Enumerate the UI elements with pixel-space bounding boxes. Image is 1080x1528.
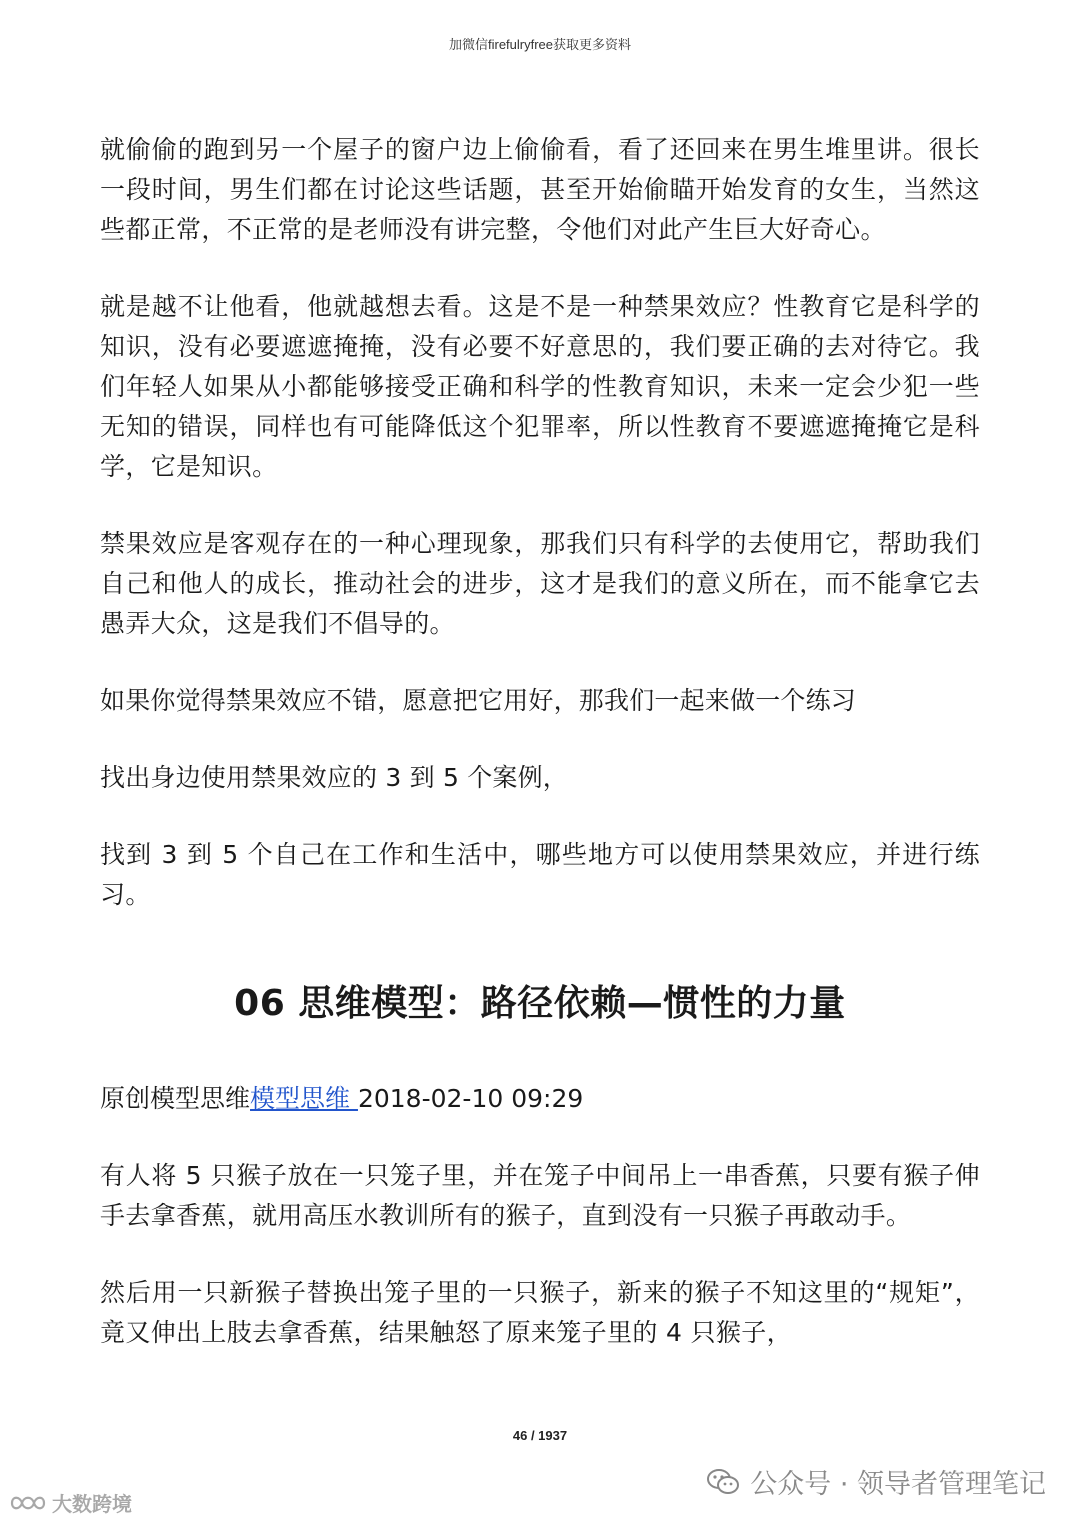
meta-category-link[interactable]: 模型思维: [250, 1084, 358, 1113]
watermark-left-text: 大数跨境: [52, 1492, 132, 1516]
watermark-right-text: 公众号 · 领导者管理笔记: [750, 1469, 1046, 1500]
paragraph-5: 找出身边使用禁果效应的 3 到 5 个案例，: [100, 763, 568, 792]
page-header: 加微信fireful​ryfree获取更多资料: [448, 37, 632, 52]
wechat-channel-icon: [8, 1491, 48, 1515]
paragraph-2: 就是越不让他看，他就越想去看。这是不是一种禁果效应？性教育它是科学的知识，没有必要遮遮掩掩，没有必要不好意思的，我们要正确的去对待它。我们年轻人如果从小都能够接受正确和科学的性教育知识，未来一定会少犯一些无知的错误，同样也有可能降低这个犯罪率，所以性教育不要遮遮掩掩它是科学，它是知识。: [100, 292, 980, 481]
paragraph-3: 禁果效应是客观存在的一种心理现象，那我们只有科学的去使用它，帮助我们自己和他人的成长，推动社会的进步，这才是我们的意义所在，而不能拿它去愚弄大众，这是我们不倡导的。: [100, 529, 980, 638]
article-meta: [100, 1079, 980, 1119]
watermark-right: [706, 1462, 1046, 1501]
paragraph-8: 然后用一只新猴子替换出笼子里的一只猴子，新来的猴子不知这里的“规矩”，竟又伸出上肢去拿香蕉，结果触怒了原来笼子里的 4 只猴子，: [100, 1278, 980, 1347]
meta-prefix: 原创模型思维: [100, 1084, 251, 1113]
section-heading: 06 思维模型：路径依赖—惯性的力量: [234, 983, 846, 1024]
meta-datetime: 2018-02-10 09:29: [357, 1084, 584, 1113]
paragraph-6: 找到 3 到 5 个自己在工作和生活中，哪些地方可以使用禁果效应，并进行练习。: [100, 840, 980, 909]
document-body: [100, 130, 980, 1390]
paragraph-7: 有人将 5 只猴子放在一只笼子里，并在笼子中间吊上一串香蕉，只要有猴子伸手去拿香蕉，就用高压水教训所有的猴子，直到没有一只猴子再敢动手。: [100, 1161, 980, 1230]
wechat-icon: [706, 1467, 740, 1497]
paragraph-1: 就偷偷的跑到另一个屋子的窗户边上偷偷看，看了还回来在男生堆里讲。很长一段时间，男生们都在讨论这些话题，甚至开始偷瞄开始发育的女生，当然这些都正常，不正常的是老师没有讲完整，令他们对此产生巨大好奇心。: [100, 135, 980, 244]
watermark-left: [8, 1488, 132, 1517]
page-number: 46 / 1937: [512, 1428, 568, 1443]
paragraph-4: 如果你觉得禁果效应不错，愿意把它用好，那我们一起来做一个练习: [100, 686, 857, 715]
